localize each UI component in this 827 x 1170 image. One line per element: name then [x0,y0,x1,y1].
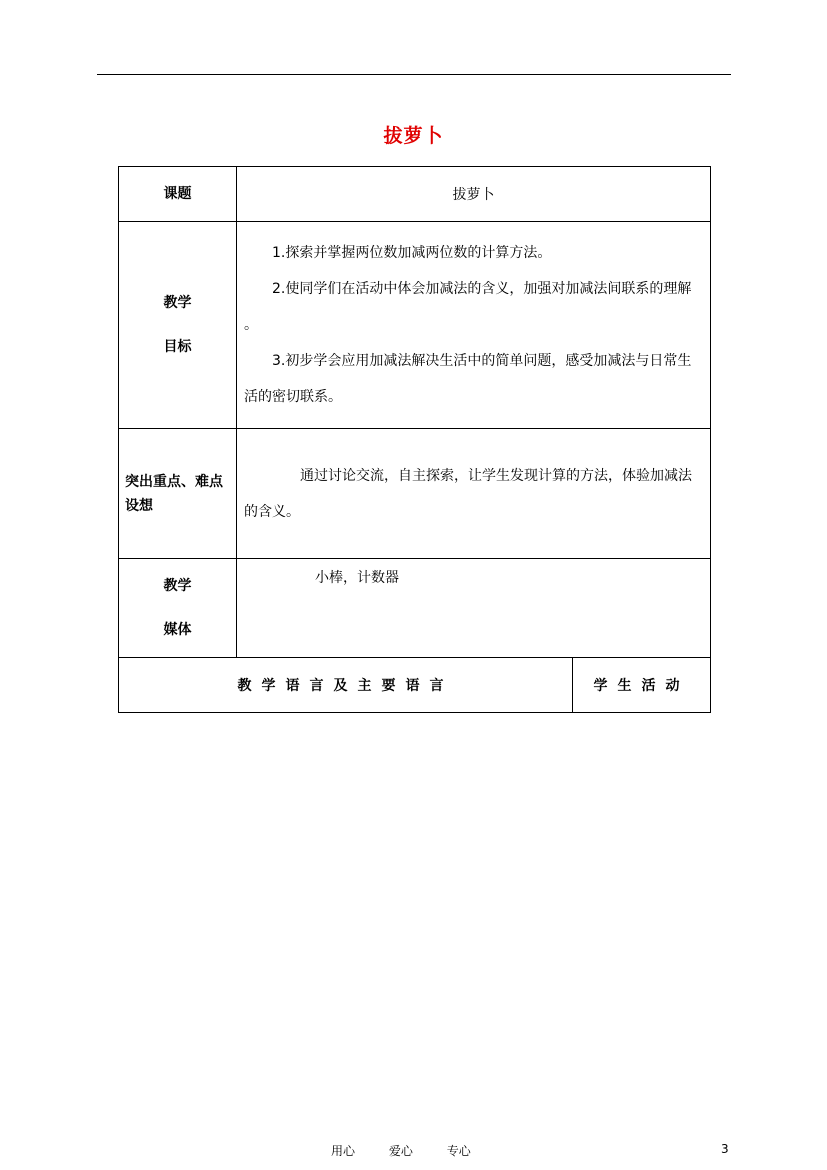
goal-item: 1.探索并掌握两位数加减两位数的计算方法。 [272,245,552,261]
motto-item: 用心 [331,1144,356,1158]
lesson-plan-table [118,166,711,713]
focus-content [237,429,711,559]
goals-label-line2: 目标 [163,339,192,355]
motto-item: 爱心 [388,1144,413,1158]
media-value: 小棒，计数器 [237,559,711,658]
topic-row [119,167,711,222]
column-language: 教学语言及主要语言 [119,658,573,713]
media-label-line1: 教学 [163,578,192,594]
goal-item: 2.使同学们在活动中体会加减法的含义，加强对加减法间联系的理解 。 [244,281,692,333]
goal-item: 3.初步学会应用加减法解决生活中的简单问题，感受加减法与日常生活的密切联系。 [244,353,692,405]
goals-label [119,222,237,429]
footer-mottos [331,1142,501,1159]
motto-item: 专心 [446,1144,471,1158]
media-label-line2: 媒体 [163,622,192,638]
columns-row [119,658,711,713]
header-rule [97,74,731,75]
goals-content [237,222,711,429]
media-label [119,559,237,658]
goals-label-line1: 教学 [163,295,192,311]
media-row [119,559,711,658]
page-title: 拔萝卜 [383,125,444,147]
topic-label: 课题 [119,167,237,222]
focus-value: 通过讨论交流，自主探索，让学生发现计算的方法，体验加减法的含义。 [244,467,692,520]
focus-row [119,429,711,559]
topic-value: 拔萝卜 [237,167,711,222]
page-number: 3 [721,1142,729,1156]
focus-label: 突出重点、难点设想 [119,429,237,559]
goals-row [119,222,711,429]
column-activity: 学生活动 [573,658,711,713]
